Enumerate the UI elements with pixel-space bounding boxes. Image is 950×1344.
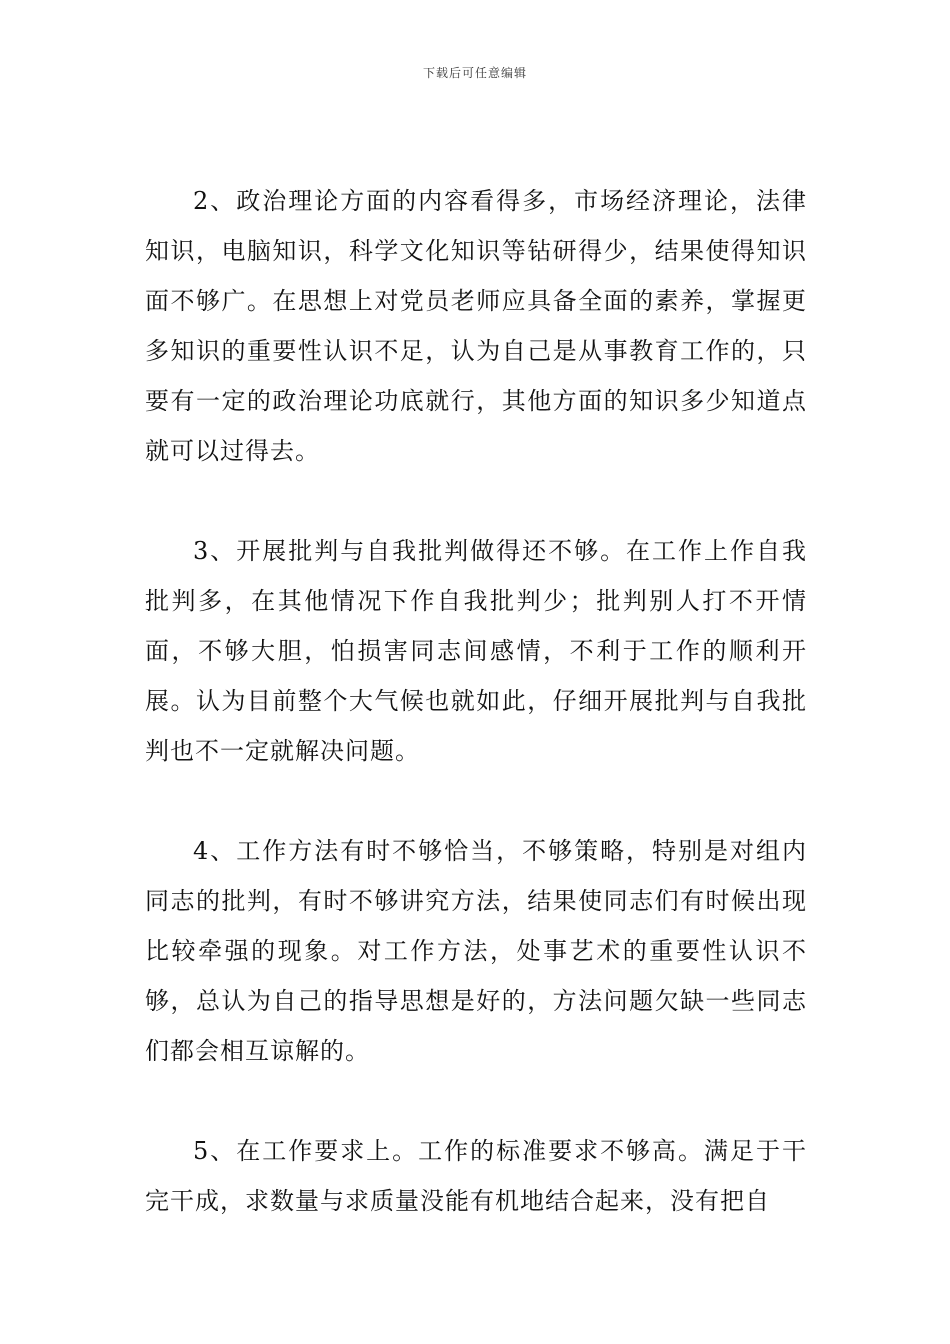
paragraph-item-4: 4、工作方法有时不够恰当，不够策略，特别是对组内同志的批判，有时不够讲究方法，结果使同志们有时候出现比较牵强的现象。对工作方法，处事艺术的重要性认识不够，总认为自己的指导思想是好的，方法问题欠缺一些同志们都会相互谅解的。 — [145, 837, 807, 1065]
page-header: 下载后可任意编辑 — [422, 66, 527, 80]
paragraph-item-2: 2、政治理论方面的内容看得多，市场经济理论，法律知识，电脑知识，科学文化知识等钻研得少，结果使得知识面不够广。在思想上对党员老师应具备全面的素养，掌握更多知识的重要性认识不足，认为自己是从事教育工作的，只要有一定的政治理论功底就行，其他方面的知识多少知道点就可以过得去。 — [145, 187, 807, 465]
document-body — [145, 176, 807, 1276]
paragraph-item-5: 5、在工作要求上。工作的标准要求不够高。满足于干完干成，求数量与求质量没能有机地结合起来，没有把自 — [145, 1137, 807, 1215]
paragraph-item-3: 3、开展批判与自我批判做得还不够。在工作上作自我批判多，在其他情况下作自我批判少；批判别人打不开情面，不够大胆，怕损害同志间感情，不利于工作的顺利开展。认为目前整个大气候也就如此，仔细开展批判与自我批判也不一定就解决问题。 — [145, 537, 807, 765]
